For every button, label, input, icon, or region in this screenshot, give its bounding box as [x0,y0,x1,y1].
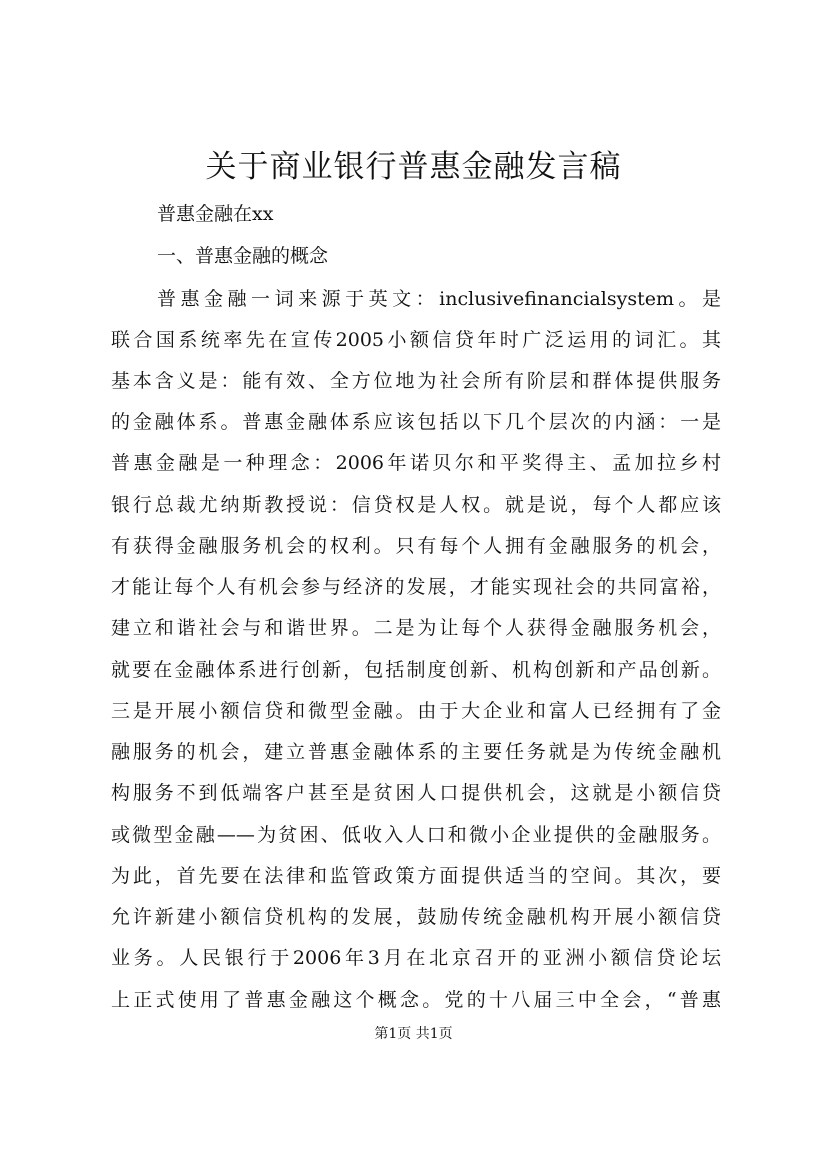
body-line-1: 普惠金融一词来源于英文：inclusivefinancialsystem。是 [157,288,721,310]
section-heading: 一、普惠金融的概念 [157,245,329,267]
body-line-18: 上正式使用了普惠金融这个概念。党的十八届三中全会，“普惠 [111,989,721,1011]
page-footer: 第1页 共1页 [374,1026,453,1042]
body-line-3: 基本含义是：能有效、全方位地为社会所有阶层和群体提供服务 [111,370,721,392]
body-line-9: 建立和谐社会与和谐世界。二是为让每个人获得金融服务机会， [111,617,721,639]
body-line-6: 银行总裁尤纳斯教授说：信贷权是人权。就是说，每个人都应该 [111,494,721,516]
document-title: 关于商业银行普惠金融发言稿 [205,149,622,185]
body-line-11: 三是开展小额信贷和微型金融。由于大企业和富人已经拥有了金 [111,700,721,722]
body-line-8: 才能让每个人有机会参与经济的发展，才能实现社会的共同富裕， [111,576,721,598]
body-line-17: 业务。人民银行于2006年3月在北京召开的亚洲小额信贷论坛 [111,947,721,969]
body-line-12: 融服务的机会，建立普惠金融体系的主要任务就是为传统金融机 [111,741,721,763]
body-line-10: 就要在金融体系进行创新，包括制度创新、机构创新和产品创新。 [111,659,721,681]
subtitle-line: 普惠金融在xx [157,203,274,225]
body-line-2: 联合国系统率先在宣传2005小额信贷年时广泛运用的词汇。其 [111,329,721,351]
body-line-4: 的金融体系。普惠金融体系应该包括以下几个层次的内涵：一是 [111,411,721,433]
body-line-7: 有获得金融服务机会的权利。只有每个人拥有金融服务的机会， [111,535,721,557]
body-line-5: 普惠金融是一种理念：2006年诺贝尔和平奖得主、孟加拉乡村 [111,452,721,474]
body-line-13: 构服务不到低端客户甚至是贫困人口提供机会，这就是小额信贷 [111,782,721,804]
body-line-15: 为此，首先要在法律和监管政策方面提供适当的空间。其次，要 [111,865,721,887]
body-line-14: 或微型金融——为贫困、低收入人口和微小企业提供的金融服务。 [111,824,721,846]
body-line-16: 允许新建小额信贷机构的发展，鼓励传统金融机构开展小额信贷 [111,906,721,928]
